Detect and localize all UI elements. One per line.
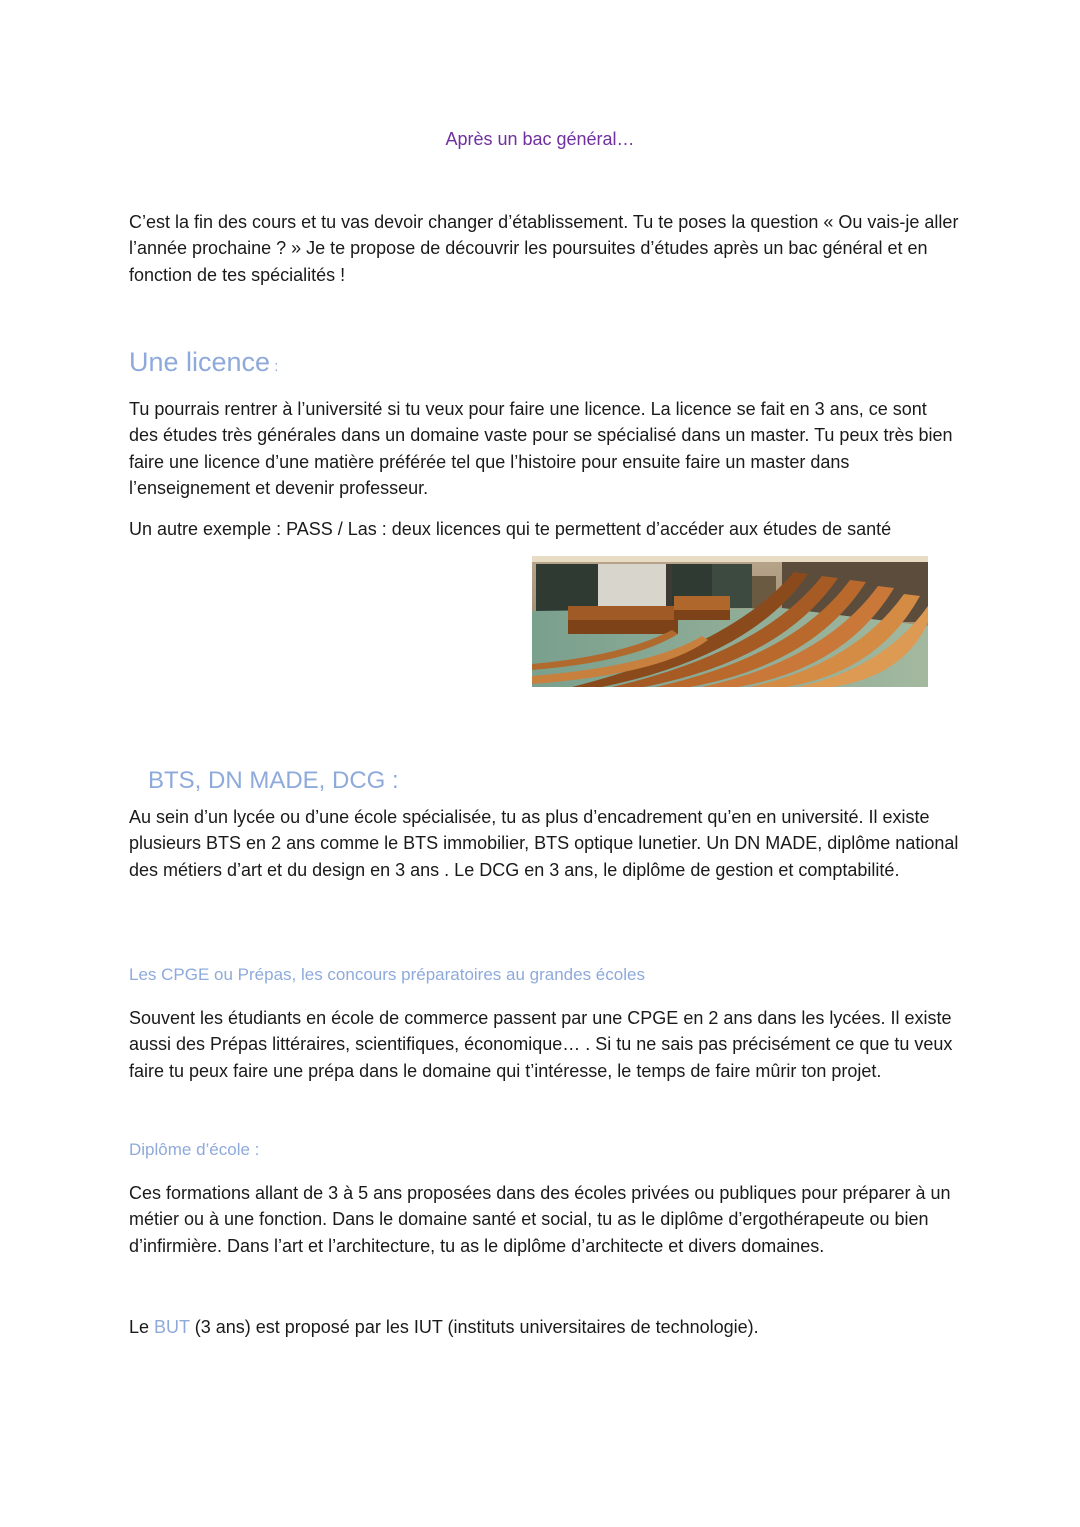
cpge-paragraph: Souvent les étudiants en école de commerce passent par une CPGE en 2 ans dans les lycées. Il existe aussi des Prépas littéraires, scientifiques, économique… . Si tu ne sais pas précisément ce que tu veux faire tu peux faire une prépa dans le domaine qui t’intéresse, le temps de faire mûrir ton projet. [129,1008,953,1081]
lecture-hall-illustration [532,556,928,687]
but-suffix: (3 ans) est proposé par les IUT (instituts universitaires de technologie). [189,1317,759,1337]
intro-paragraph: C’est la fin des cours et tu vas devoir changer d’établissement. Tu te poses la question « Ou vais-je aller l’année prochaine ? » Je te propose de découvrir les poursuites d’études après un bac général et en fonction de tes spécialités ! [129,212,959,285]
bts-heading: BTS, DN MADE, DCG : [148,767,399,794]
ecole-paragraph: Ces formations allant de 3 à 5 ans proposées dans des écoles privées ou publiques pour préparer à un métier ou à une fonction. Dans le domaine santé et social, tu as le diplôme d’ergothérapeute ou bien d’infirmière. Dans l’art et l’architecture, tu as le diplôme d’architecte et divers domaines. [129,1183,951,1256]
licence-example: Un autre exemple : PASS / Las : deux licences qui te permettent d’accéder aux études de santé [129,519,892,539]
lecture-hall-photo [532,556,928,687]
ecole-heading: Diplôme d’école : [129,1140,260,1159]
but-term: BUT [154,1317,190,1337]
but-paragraph [129,1314,959,1340]
but-prefix: Le [129,1317,155,1337]
bts-paragraph: Au sein d’un lycée ou d’une école spécialisée, tu as plus d’encadrement qu’en en université. Il existe plusieurs BTS en 2 ans comme le BTS immobilier, BTS optique lunetier. Un DN MADE, diplôme national des métiers d’art et du design en 3 ans . Le DCG en 3 ans, le diplôme de gestion et comptabilité. [129,807,959,880]
licence-heading [129,347,278,378]
licence-paragraph: Tu pourrais rentrer à l’université si tu veux pour faire une licence. La licence se fait en 3 ans, ce sont des études très générales dans un domaine vaste pour se spécialisé dans un master. Tu peux très bien faire une licence d’une matière préférée tel que l’histoire pour ensuite faire un master dans l’enseignement et devenir professeur. [129,399,953,498]
licence-heading-text: Une licence [129,347,271,377]
cpge-heading: Les CPGE ou Prépas, les concours préparatoires au grandes écoles [129,965,645,984]
page-title: Après un bac général… [445,129,635,149]
licence-heading-colon: : [270,358,279,375]
